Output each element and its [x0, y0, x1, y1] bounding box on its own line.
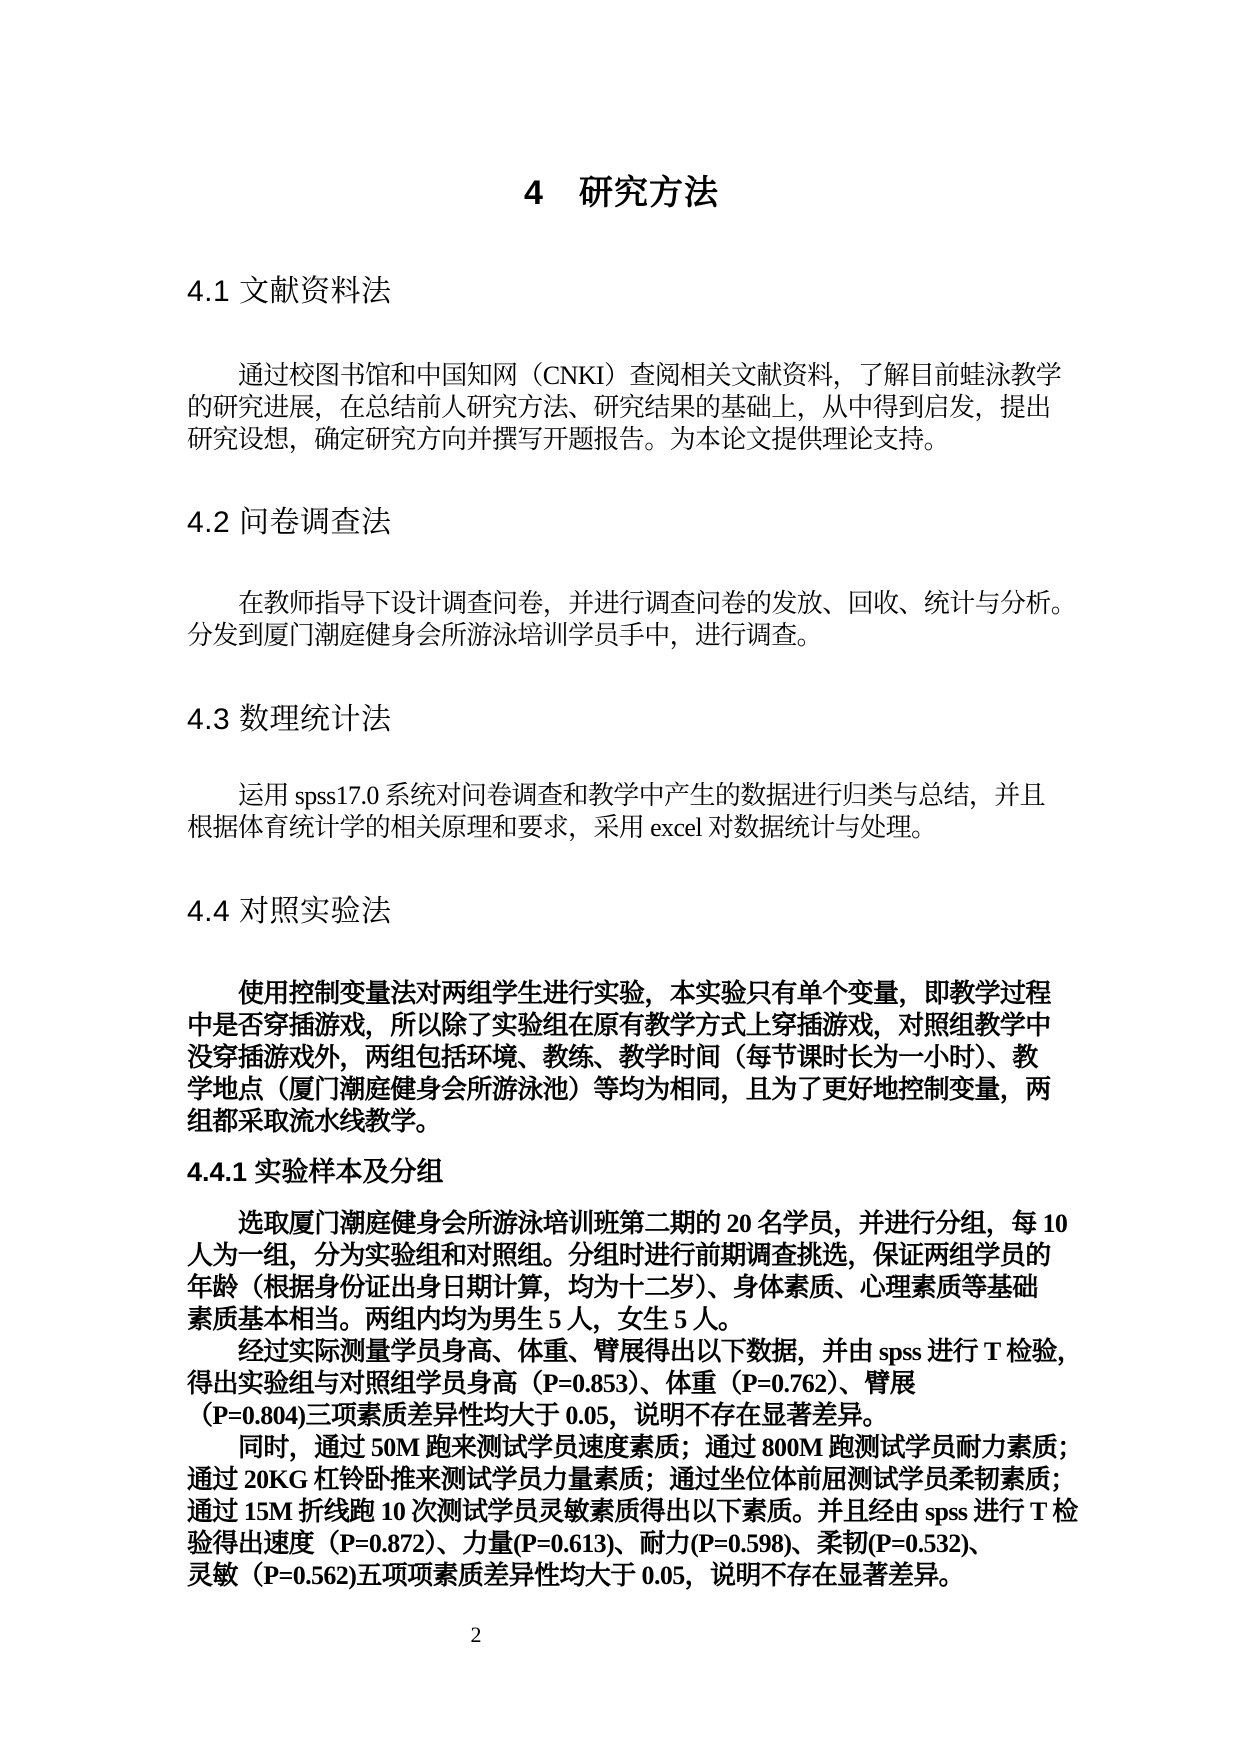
section-heading-4-2: 4.2 问卷调查法: [187, 506, 392, 539]
paragraph-body-measurements: [187, 1336, 1083, 1432]
text-line: 组都采取流水线教学。: [187, 1107, 442, 1136]
text-line: 年龄（根据身份证出身日期计算，均为十二岁）、身体素质、心理素质等基础: [187, 1273, 1038, 1302]
text-line: 通过 15M 折线跑 10 次测试学员灵敏素质得出以下素质。并且经由 spss 进行 T 检: [187, 1497, 1078, 1526]
section-4-4: [187, 894, 1083, 1592]
section-heading-4-1: 4.1 文献资料法: [187, 275, 392, 308]
text-line: 选取厦门潮庭健身会所游泳培训班第二期的 20 名学员，并进行分组，每 10: [238, 1209, 1068, 1238]
text-line: 研究设想，确定研究方向并撰写开题报告。为本论文提供理论支持。: [187, 425, 950, 454]
paragraph-questionnaire-method: [187, 588, 1077, 652]
text-line: 运用 spss17.0 系统对问卷调查和教学中产生的数据进行归类与总结，并且: [238, 781, 1046, 810]
paragraph-experiment-method: [187, 978, 1056, 1138]
text-line: 验得出速度（P=0.872）、力量(P=0.613)、耐力(P=0.598)、柔韧(P=0.532)、: [187, 1529, 995, 1558]
page-number: 2: [470, 1622, 482, 1647]
text-line: 没穿插游戏外，两组包括环境、教练、教学时间（每节课时长为一小时）、教: [187, 1043, 1038, 1072]
paragraph-fitness-tests: [187, 1432, 1083, 1592]
paragraph-statistics-method: [187, 780, 1056, 844]
section-heading-4-3: 4.3 数理统计法: [187, 703, 392, 736]
paragraph-sample-grouping: [187, 1208, 1068, 1336]
text-line: 通过校图书馆和中国知网（CNKI）查阅相关文献资料，了解目前蛙泳教学: [238, 361, 1062, 390]
section-4-1: [187, 274, 1062, 456]
text-line: 灵敏（P=0.562)五项项素质差异性均大于 0.05，说明不存在显著差异。: [187, 1561, 965, 1590]
paragraph-literature-method: [187, 360, 1062, 456]
text-line: 素质基本相当。两组内均为男生 5 人，女生 5 人。: [187, 1305, 744, 1334]
text-line: 根据体育统计学的相关原理和要求，采用 excel 对数据统计与处理。: [187, 813, 937, 842]
section-4-3: [187, 702, 1056, 844]
chapter-title: 4 研究方法: [524, 174, 719, 212]
text-line: 使用控制变量法对两组学生进行实验，本实验只有单个变量，即教学过程: [238, 979, 1051, 1008]
text-line: 同时，通过 50M 跑来测试学员速度素质；通过 800M 跑测试学员耐力素质；: [238, 1433, 1083, 1462]
text-line: 在教师指导下设计调查问卷，并进行调查问卷的发放、回收、统计与分析。: [238, 589, 1077, 618]
text-column: [187, 0, 1083, 1592]
text-line: 经过实际测量学员身高、体重、臂展得出以下数据，并由 spss 进行 T 检验，: [238, 1337, 1083, 1366]
text-line: 中是否穿插游戏，所以除了实验组在原有教学方式上穿插游戏，对照组教学中: [187, 1011, 1051, 1040]
text-line: 人为一组，分为实验组和对照组。分组时进行前期调查挑选，保证两组学员的: [187, 1241, 1051, 1270]
subsection-heading-4-4-1: 4.4.1 实验样本及分组: [187, 1157, 444, 1187]
text-line: 通过 20KG 杠铃卧推来测试学员力量素质；通过坐位体前屈测试学员柔韧素质；: [187, 1465, 1076, 1494]
text-line: 得出实验组与对照组学员身高（P=0.853）、体重（P=0.762）、臂展: [187, 1369, 916, 1398]
text-line: 的研究进展，在总结前人研究方法、研究结果的基础上，从中得到启发，提出: [187, 393, 1051, 422]
section-heading-4-4: 4.4 对照实验法: [187, 895, 392, 928]
text-line: 分发到厦门潮庭健身会所游泳培训学员手中，进行调查。: [187, 621, 823, 650]
text-line: 学地点（厦门潮庭健身会所游泳池）等均为相同，且为了更好地控制变量，两: [187, 1075, 1051, 1104]
section-4-2: [187, 505, 1077, 652]
text-line: （P=0.804)三项素质差异性均大于 0.05，说明不存在显著差异。: [187, 1401, 888, 1430]
